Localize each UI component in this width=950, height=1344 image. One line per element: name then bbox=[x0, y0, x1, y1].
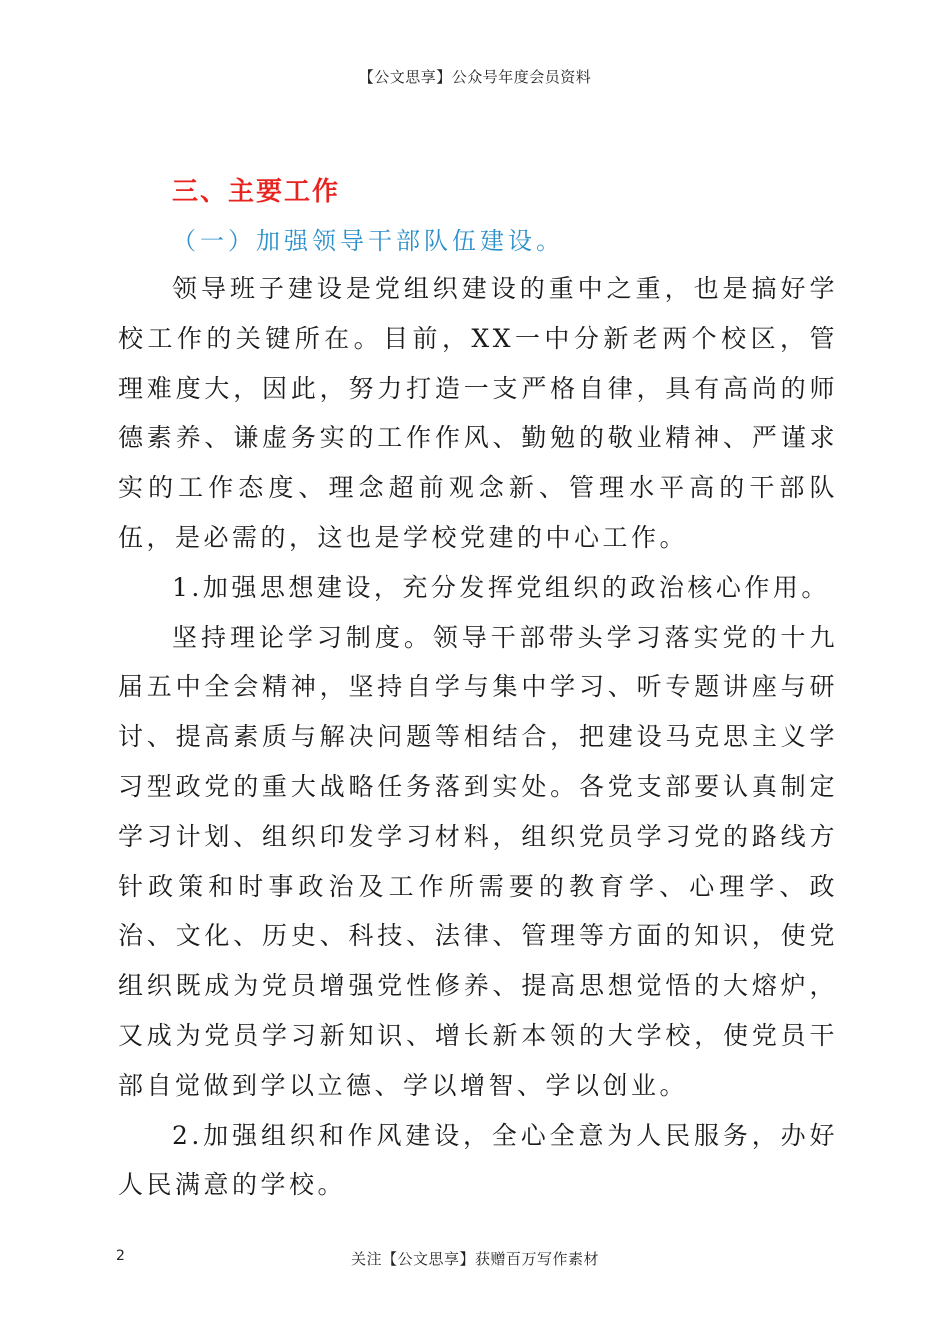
section-heading: 三、主要工作 bbox=[172, 177, 341, 207]
paragraph-item-1-heading: 1.加强思想建设，充分发挥党组织的政治核心作用。 bbox=[172, 572, 830, 602]
paragraph-leadership: 领导班子建设是党组织建设的重中之重，也是搞好学校工作的关键所在。目前，XX一中分新老两个校区，管理难度大，因此，努力打造一支严格自律，具有高尚的师德素养、谦虚务实的工作作风、勤勉的敬业精神、严谨求实的工作态度、理念超前观念新、管理水平高的干部队伍，是必需的，这也是学校党建的中心工作。 bbox=[118, 274, 838, 552]
sub-heading: （一）加强领导干部队伍建设。 bbox=[172, 227, 564, 255]
paragraph-item-2-heading: 2.加强组织和作风建设，全心全意为人民服务，办好人民满意的学校。 bbox=[118, 1120, 838, 1200]
body-text bbox=[118, 264, 838, 1210]
header-note: 【公文思享】公众号年度会员资料 bbox=[358, 68, 592, 86]
paragraph-theory-study: 坚持理论学习制度。领导干部带头学习落实党的十九届五中全会精神，坚持自学与集中学习、听专题讲座与研讨、提高素质与解决问题等相结合，把建设马克思主义学习型政党的重大战略任务落到实处。各党支部要认真制定学习计划、组织印发学习材料，组织党员学习党的路线方针政策和时事政治及工作所需要的教育学、心理学、政治、文化、历史、科技、法律、管理等方面的知识，使党组织既成为党员增强党性修养、提高思想觉悟的大熔炉，又成为党员学习新知识、增长新本领的大学校，使党员干部自觉做到学以立德、学以增智、学以创业。 bbox=[118, 622, 838, 1100]
footer-note: 关注【公文思享】获赠百万写作素材 bbox=[350, 1250, 599, 1268]
page-number: 2 bbox=[116, 1248, 125, 1264]
